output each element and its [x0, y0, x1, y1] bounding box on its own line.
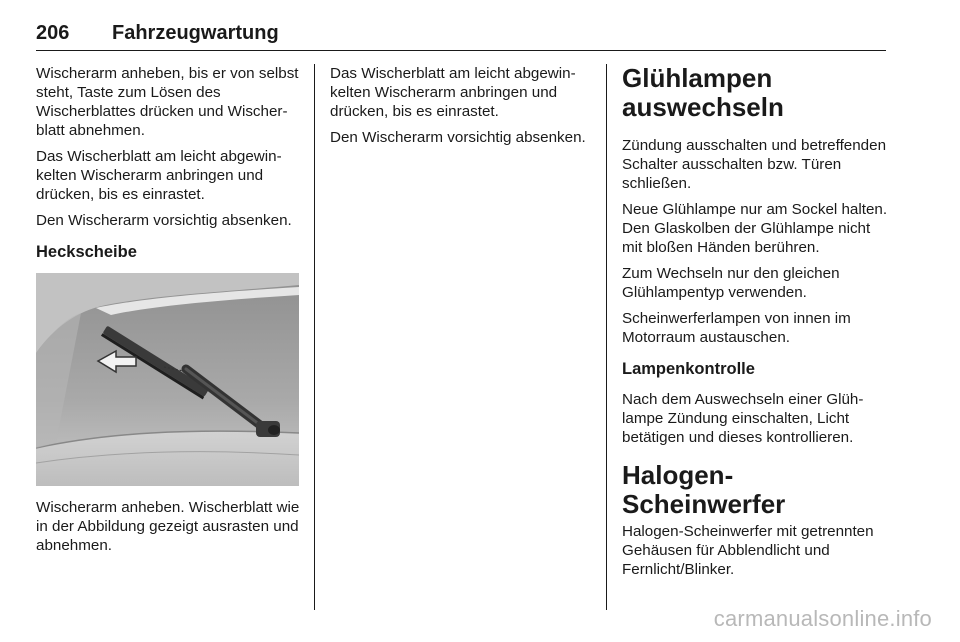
column-divider: [606, 64, 607, 610]
rear-wiper-image: [36, 273, 299, 486]
column-left: [36, 64, 301, 562]
column-middle: [330, 64, 592, 154]
subheading-heckscheibe: Heckscheibe: [36, 243, 137, 261]
heading-halogen: Halogen-Scheinwerfer: [622, 460, 786, 519]
paragraph: Wischerarm anheben. Wischerblatt wie in der Abbildung gezeigt ausrasten und abnehmen.: [36, 499, 300, 554]
paragraph: Das Wischerblatt am leicht abgewinkelten Wischerarm anbringen und drücken, bis es einrastet.: [36, 148, 282, 203]
column-right: [622, 64, 888, 586]
paragraph: Zum Wechseln nur den gleichen Glühlampentyp verwenden.: [622, 265, 840, 301]
paragraph: Zündung ausschalten und betreffenden Schalter ausschalten bzw. Türen schließen.: [622, 137, 887, 192]
paragraph: Das Wischerblatt am leicht abgewinkelten Wischerarm anbringen und drücken, bis es einrastet.: [330, 65, 576, 120]
rear-wiper-illustration: [36, 273, 299, 486]
paragraph: Neue Glühlampe nur am Sockel halten. Den Glaskolben der Glühlampe nicht mit bloßen Händen berühren.: [622, 201, 888, 256]
paragraph: Halogen-Scheinwerfer mit getrennten Gehäusen für Abblendlicht und Fernlicht/Blinker.: [622, 523, 874, 578]
watermark: carmanualsonline.info: [713, 606, 932, 631]
paragraph: Wischerarm anheben, bis er von selbst steht, Taste zum Lösen des Wischerblattes drücken und Wischerblatt abnehmen.: [36, 65, 299, 139]
paragraph: Den Wischerarm vorsichtig absenken.: [36, 212, 292, 229]
subheading-lampenkontrolle: Lampenkontrolle: [622, 360, 755, 378]
page-header: [36, 22, 886, 51]
heading-gluehlampen: Glühlampen auswechseln: [622, 63, 784, 122]
column-divider: [314, 64, 315, 610]
paragraph: Nach dem Auswechseln einer Glühlampe Zündung einschalten, Licht betätigen und dieses kontrollieren.: [622, 391, 864, 446]
page-number: 206: [36, 22, 70, 44]
paragraph: Scheinwerferlampen von innen im Motorraum austauschen.: [622, 310, 851, 346]
paragraph: Den Wischerarm vorsichtig absenken.: [330, 129, 586, 146]
section-title: Fahrzeugwartung: [112, 22, 279, 44]
